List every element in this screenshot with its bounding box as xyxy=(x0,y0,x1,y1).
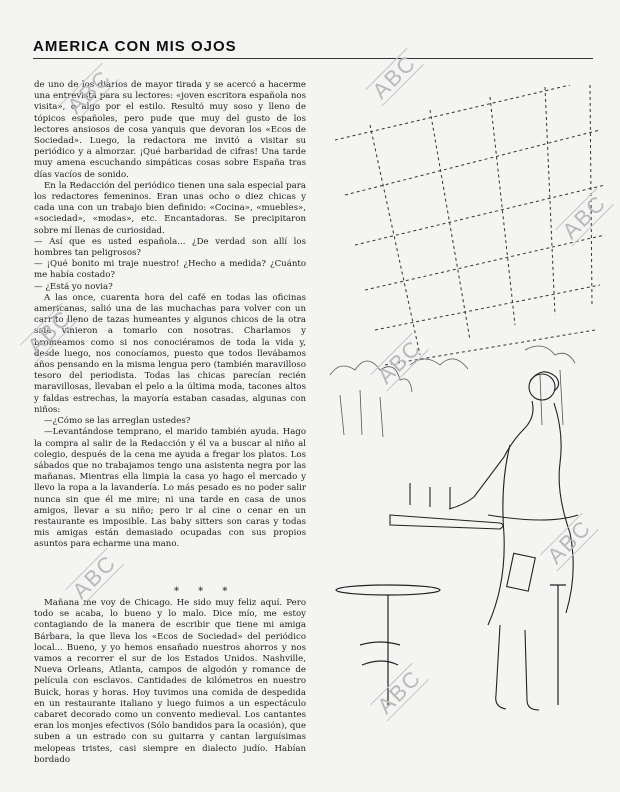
watermark: ABC xyxy=(20,303,79,362)
watermark: ABC xyxy=(365,48,424,107)
watermark: ABC xyxy=(370,333,429,392)
article-column-2 xyxy=(34,598,306,766)
paragraph: En la Redacción del periódico tienen una sala especial para los redactores femeninos. Eran unas ocho o diez chicas y cada una con un trabajo bien definido: «Cocina», «muebles», «sociedad», «modas», etc. Encantadoras. Se precipitaron sobre mí llenas de curiosidad. xyxy=(34,180,306,236)
paragraph: — Así que es usted española... ¿De verdad son allí los hombres tan peligrosos? xyxy=(34,236,306,259)
paragraph: — ¿Está yo novia? xyxy=(34,281,113,292)
paragraph: —Levantándose temprano, el marido también ayuda. Hago la compra al salir de la Redacción y él va a buscar al niño al colegio, después de la cena me ayuda a fregar los platos. Los sábados que no trabajamos tengo una asistenta negra por las mañanas. Mientras ella limpia la casa yo hago el mercado y llevo la ropa a la lavandería. Lo más pesado es no poder salir nunca sin que él me mire; ni una tarde en casa de unos amigos, llevar a su niño; pero ir al cine o cenar en un restaurante es imposible. Las baby sitters son caras y todas mis amigas están demasiado ocupadas con sus propios asuntos para echarme una mano. xyxy=(34,427,306,550)
watermark: ABC xyxy=(555,188,614,247)
paragraph: A las once, cuarenta hora del café en todas las oficinas americanas, salió una de las muchachas para volver con un carrito lleno de tazas humeantes y algunos chicos de la otra sala vinieron a tomarlo con nosotras. Charlamos y bromeamos como si nos conociéramos de toda la vida y, desde luego, nos conocíamos, puesto que todos llevábamos años pensando en la misma lengua pero (también maravilloso tesoro del periodista. Todas las chicas parecían recién maravillosas, llevaban el pelo a la última moda, tacones altos y faldas estrechas, la mayoría estaban casadas, algunas con niños: xyxy=(34,292,306,415)
paragraph: Mañana me voy de Chicago. He sido muy feliz aquí. Pero todo se acaba, lo bueno y lo malo. Dice mío, me estoy contagiando de la manera de escribir que tiene mi amiga Bárbara, la que lleva los «Ecos de Sociedad» del periódico local... Bueno, y yo hemos ensañado nuestros ahorros y nos vamos a recorrer el sur de los Estados Unidos. Nashville, Nueva Orleans, Atlanta, campos de algodón y romance de película con esclavos. Cantidades de kilómetros en nuestro Buick, horas y horas. Hoy tuvimos una comida de despedida en un restaurante italiano y luego fuimos a un espectáculo cabaret decorado como un convento medieval. Los cantantes eran los monjes efectivos (Sólo bandidos para la ocasión), que suben a un estrado con su guitarra y cantan larguísimas melopeas tristes, casi siempre en dialecto judío. Habían bordado xyxy=(34,598,306,765)
paragraph: de uno de los diarios de mayor tirada y se acercó a hacerme una entrevista para su lectores: «joven escritora española nos visita», o algo por el estilo. Resultó muy soso y lleno de tópicos españoles, pero pude que muy del gusto de los lectores ansiosos de cosa yanquis que devoran los «Ecos de Sociedad». Luego, la redactora me invitó a visitar su periódico y a almorzar. ¡Qué barbaridad de cifras! Una tarde muy amena escuchando simpáticas cosas sobre España tras días vacíos de sonido. xyxy=(34,80,306,180)
section-header: AMERICA CON MIS OJOS xyxy=(33,38,237,55)
watermark: ABC xyxy=(370,663,429,722)
section-separator: * * * xyxy=(174,586,236,597)
watermark: ABC xyxy=(540,513,599,572)
watermark: ABC xyxy=(65,548,124,607)
paragraph: — ¡Qué bonito mi traje nuestro! ¿Hecho a medida? ¿Cuánto me había costado? xyxy=(34,259,306,281)
paragraph: —¿Cómo se las arreglan ustedes? xyxy=(44,416,191,427)
header-rule xyxy=(33,58,593,59)
waitress-illustration xyxy=(310,85,610,735)
watermark: ABC xyxy=(60,63,119,122)
